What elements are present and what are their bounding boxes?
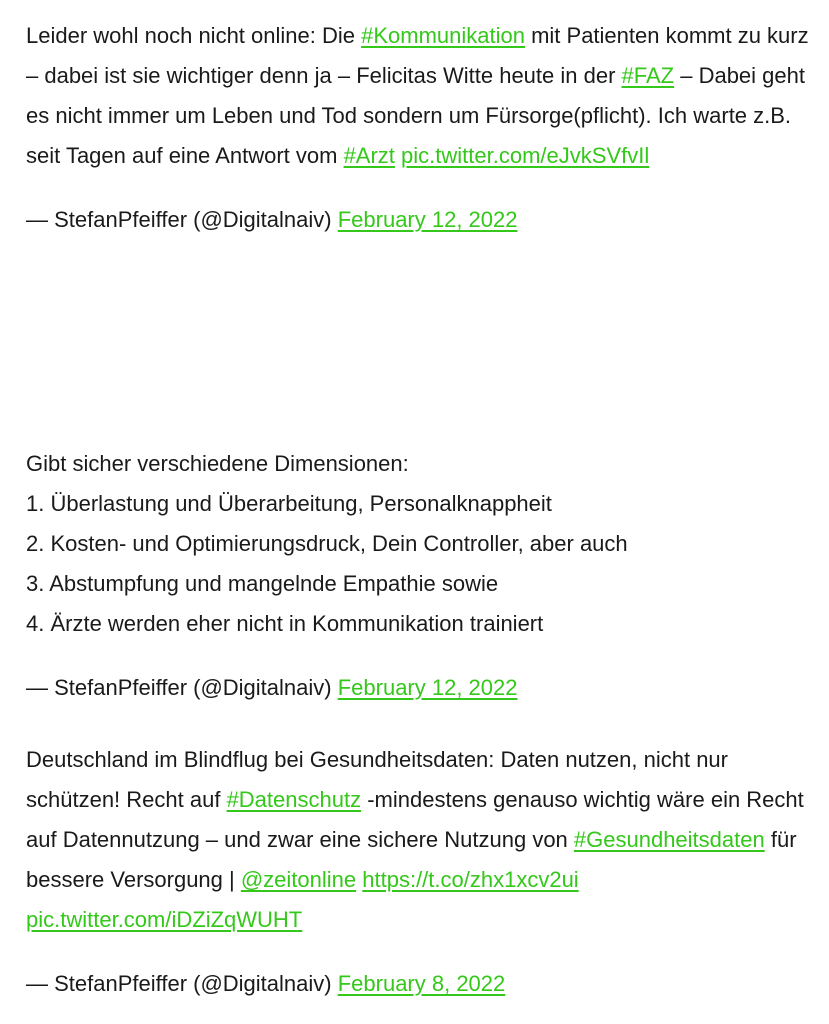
hashtag-arzt-link[interactable]: #Arzt (343, 143, 395, 168)
list-item: 1. Überlastung und Überarbeitung, Personalknappheit (26, 491, 552, 516)
author-label: — StefanPfeiffer (@Digitalnaiv) (26, 675, 338, 700)
tweet-1 (26, 16, 819, 240)
tweet-1-attribution (26, 200, 819, 240)
author-label: — StefanPfeiffer (@Digitalnaiv) (26, 207, 338, 232)
tweet-2-text (26, 444, 819, 644)
pic-twitter-link[interactable]: pic.twitter.com/eJvkSVfvIl (401, 143, 650, 168)
tweet-3 (26, 740, 819, 1004)
list-item: 4. Ärzte werden eher nicht in Kommunikation trainiert (26, 611, 544, 636)
tco-link[interactable]: https://t.co/zhx1xcv2ui (362, 867, 579, 892)
tweet-date-link[interactable]: February 12, 2022 (337, 675, 518, 700)
tweet-text-segment: -mindestens genauso wichtig wäre ein Recht auf Datennutzung – und zwar eine sichere Nutzung von (26, 787, 804, 852)
hashtag-kommunikation-link[interactable]: #Kommunikation (361, 23, 525, 48)
tweet-text-segment: für bessere Versorgung | (26, 827, 797, 892)
tweet-text-segment: Deutschland im Blindflug bei Gesundheitsdaten: Daten nutzen, nicht nur schützen! Recht auf (26, 747, 728, 812)
tweet-2-attribution (26, 668, 819, 708)
mention-zeitonline-link[interactable]: @zeitonline (240, 867, 357, 892)
tweet-3-text (26, 740, 819, 940)
tweet-text-segment: – Dabei geht es nicht immer um Leben und Tod sondern um Fürsorge(pflicht). Ich warte z.B. seit Tagen auf eine Antwort vom (26, 63, 805, 168)
list-item: 3. Abstumpfung und mangelnde Empathie sowie (26, 571, 499, 596)
tweet-intro: Gibt sicher verschiedene Dimensionen: (26, 451, 409, 476)
tweet-text-segment: mit Patienten kommt zu kurz – dabei ist sie wichtiger denn ja – Felicitas Witte heute in der (26, 23, 809, 88)
pic-twitter-link[interactable]: pic.twitter.com/iDZiZqWUHT (26, 907, 303, 932)
hashtag-gesundheitsdaten-link[interactable]: #Gesundheitsdaten (573, 827, 765, 852)
tweet-1-text (26, 16, 819, 176)
hashtag-faz-link[interactable]: #FAZ (621, 63, 675, 88)
list-item: 2. Kosten- und Optimierungsdruck, Dein Controller, aber auch (26, 531, 628, 556)
tweet-2 (26, 444, 819, 708)
author-label: — StefanPfeiffer (@Digitalnaiv) (26, 971, 338, 996)
tweet-date-link[interactable]: February 8, 2022 (337, 971, 506, 996)
hashtag-datenschutz-link[interactable]: #Datenschutz (226, 787, 362, 812)
tweet-3-attribution (26, 964, 819, 1004)
tweet-date-link[interactable]: February 12, 2022 (337, 207, 518, 232)
tweet-text-segment: Leider wohl noch nicht online: Die (26, 23, 362, 48)
